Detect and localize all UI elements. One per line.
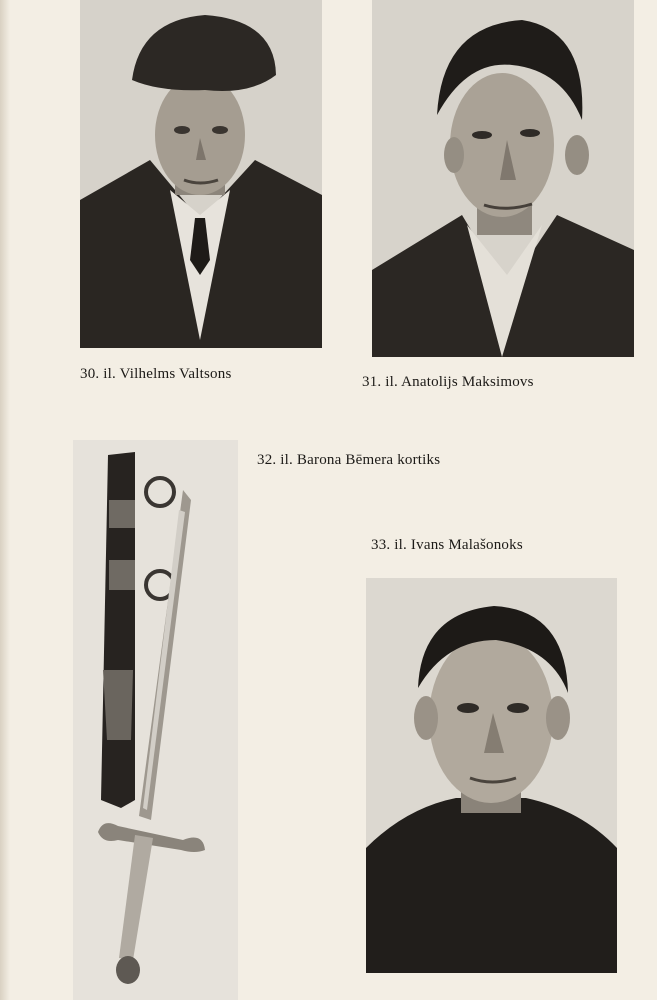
caption-fig-30: 30. il. Vilhelms Valtsons [80, 366, 232, 382]
portrait-photo-30 [80, 0, 322, 348]
portrait-photo-31 [372, 0, 634, 357]
dagger-photo-32 [73, 440, 238, 1000]
page-binding-edge [0, 0, 10, 1000]
caption-fig-32: 32. il. Barona Bēmera kortiks [257, 452, 441, 468]
caption-fig-33: 33. il. Ivans Malašonoks [371, 537, 523, 553]
portrait-photo-33 [366, 578, 617, 973]
caption-fig-31: 31. il. Anatolijs Maksimovs [362, 374, 534, 390]
